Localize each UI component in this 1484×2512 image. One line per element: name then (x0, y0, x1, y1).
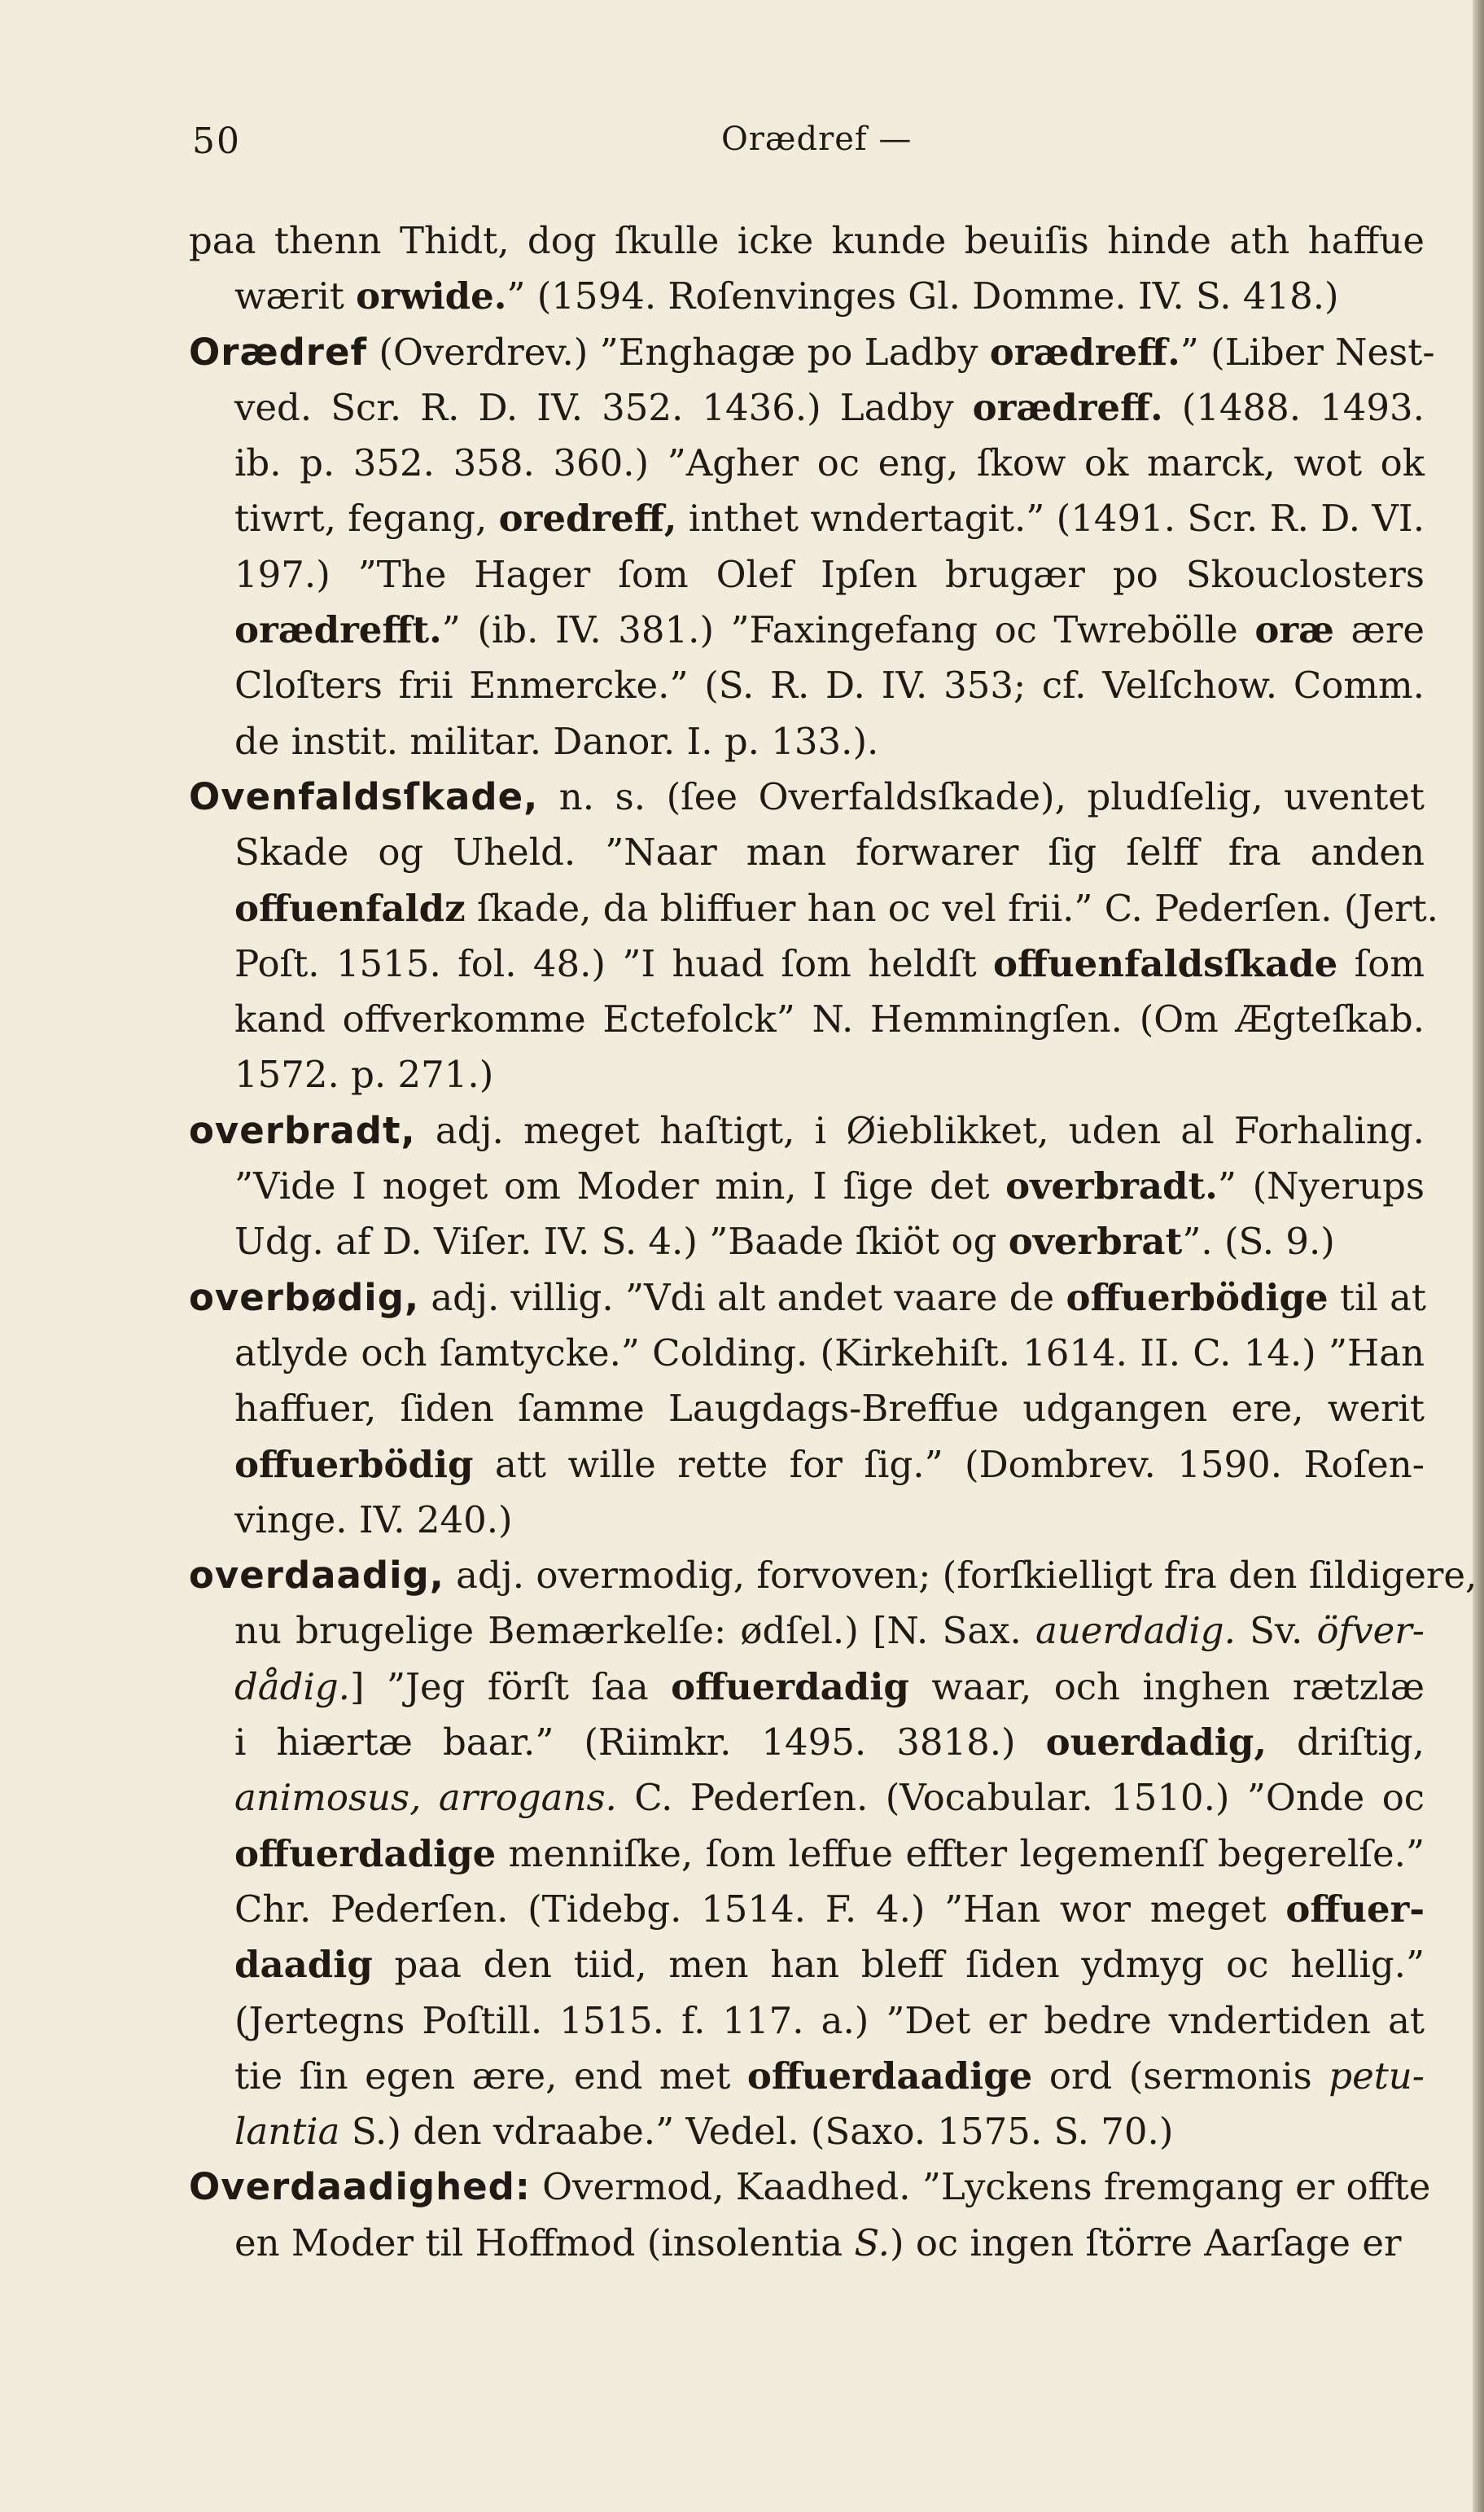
text-line (179, 269, 1425, 324)
text-line (179, 380, 1425, 436)
text-line (179, 547, 1425, 603)
italic-run: dådig. (234, 1664, 350, 1708)
text-run: ”. (S. 9.) (1182, 1220, 1335, 1264)
text-line (179, 325, 1435, 380)
text-line (179, 1603, 1425, 1659)
text-run: Skade og Uheld. ”Naar man forwarer ſig ſelff fra anden (234, 831, 1425, 875)
text-run: ” (Nyerups (1217, 1164, 1425, 1208)
text-run: ] ”Jeg förſt ſaa (349, 1664, 672, 1708)
cited-form: offuer- (1285, 1887, 1425, 1931)
italic-run: öfver- (1316, 1609, 1425, 1653)
cited-form: orædreff. (972, 385, 1163, 429)
text-run: kand offverkomme Ectefolck” N. Hemmingſen. (Om Ægteſkab. (234, 997, 1425, 1041)
text-line (179, 1993, 1425, 2049)
text-line (179, 2104, 1425, 2159)
headword: overdaadig, (189, 1554, 444, 1598)
text-run: Chr. Pederſen. (Tidebg. 1514. F. 4.) ”Han wor meget (234, 1887, 1286, 1931)
text-run: en Moder til Hoffmod (insolentia (234, 2220, 855, 2264)
text-run: de instit. militar. Danor. I. p. 133.). (234, 719, 879, 763)
text-run: vinge. IV. 240.) (234, 1497, 513, 1541)
text-line (179, 881, 1438, 936)
dictionary-text (179, 213, 1477, 2271)
text-line (179, 1381, 1425, 1436)
text-line (179, 1548, 1477, 1603)
dictionary-entry (179, 213, 1425, 325)
text-run: paa thenn Thidt, dog ſkulle icke kunde beuiſis hinde ath haffue (189, 219, 1425, 262)
page-number: 50 (192, 121, 241, 162)
text-run: Cloſters frii Enmercke.” (S. R. D. IV. 353; cf. Velſchow. Comm. (234, 664, 1425, 708)
text-line (179, 1493, 1425, 1548)
cited-form: offuenfaldz (234, 886, 466, 930)
headword: Ovenfaldsſkade, (189, 774, 539, 818)
text-line (179, 603, 1425, 658)
text-run: haffuer, ſiden ſamme Laugdags-Breffue udgangen ere, werit (234, 1387, 1425, 1431)
text-run: S.) den vdraabe.” Vedel. (Saxo. 1575. S. 70.) (339, 2110, 1174, 2154)
italic-run: petu- (1329, 2054, 1425, 2098)
text-run: 1572. p. 271.) (234, 1053, 494, 1097)
italic-run: animosus, arrogans. (234, 1776, 617, 1820)
text-run: til at (1328, 1275, 1427, 1319)
text-run: ib. p. 352. 358. 360.) ”Agher oc eng, ſkow ok marck, wot ok (234, 441, 1425, 485)
cited-form: ouerdadig, (1045, 1721, 1267, 1765)
text-run: adj. overmodig, forvoven; (forſkielligt fra den ſildigere, (444, 1554, 1477, 1598)
text-run: (Overdrev.) ”Enghagæ po Ladby (367, 330, 990, 374)
text-run: (Jertegns Poſtill. 1515. f. 117. a.) ”Det er bedre vndertiden at (234, 1998, 1425, 2042)
headword: overbradt, (189, 1108, 416, 1152)
text-line (179, 1659, 1425, 1715)
text-run: adj. meget haſtigt, i Øieblikket, uden al Forhaling. (415, 1108, 1425, 1152)
text-line (179, 1103, 1425, 1159)
text-run: Overmod, Kaadhed. ”Lyckens fremgang er offte (530, 2165, 1431, 2209)
text-run: ſom (1337, 941, 1425, 985)
text-run: adj. villig. ”Vdi alt andet vaare de (419, 1275, 1066, 1319)
headword: overbødig, (189, 1275, 420, 1319)
text-line (179, 1826, 1425, 1882)
cited-form: daadig (234, 1943, 373, 1987)
cited-form: oredreff, (498, 497, 677, 541)
text-line (179, 1882, 1425, 1937)
cited-form: overbradt. (1005, 1164, 1218, 1208)
text-run: ” (ib. IV. 381.) ”Faxingefang oc Twrebölle (441, 608, 1255, 652)
text-line (179, 769, 1425, 825)
cited-form: overbrat (1008, 1220, 1183, 1264)
text-run: ” (1594. Roſenvinges Gl. Domme. IV. S. 418.) (506, 274, 1339, 318)
text-line (179, 658, 1425, 713)
headword: Orædref (189, 330, 368, 374)
cited-form: offuerdadig (671, 1664, 909, 1708)
cited-form: offuerdaadige (746, 2054, 1033, 2098)
text-run: tie ſin egen ære, end met (234, 2054, 747, 2098)
text-line (179, 1159, 1425, 1214)
dictionary-entry (179, 769, 1438, 1103)
text-line (179, 1437, 1425, 1493)
text-run: att wille rette for ſig.” (Dombrev. 1590. Roſen- (473, 1442, 1425, 1486)
text-run: driſtig, (1267, 1721, 1425, 1765)
text-run: waar, och inghen rætzlæ (908, 1664, 1425, 1708)
italic-run: S. (854, 2220, 890, 2264)
page-edge (1473, 0, 1484, 2512)
cited-form: orædrefft. (234, 608, 442, 652)
cited-form: offuerbödige (1066, 1275, 1329, 1319)
text-line (179, 1047, 1425, 1103)
text-run: n. s. (ſee Overfaldsſkade), pludſelig, uventet (538, 774, 1425, 818)
text-line (179, 825, 1425, 880)
text-run: Sv. (1235, 1609, 1317, 1653)
text-run: paa den tiid, men han bleff ſiden ydmyg oc hellig.” (372, 1943, 1425, 1987)
text-line (179, 213, 1425, 269)
dictionary-entry (179, 1548, 1477, 2159)
running-head (192, 121, 1413, 169)
text-run: ſkade, da bliffuer han oc vel frii.” C. Pederſen. (Jert. (465, 886, 1438, 930)
text-line (179, 491, 1425, 546)
italic-run: auerdadig. (1035, 1609, 1236, 1653)
text-line (179, 936, 1425, 992)
text-line (179, 2159, 1431, 2215)
cited-form: orwide. (356, 274, 507, 318)
text-line (179, 714, 1425, 769)
text-line (179, 1270, 1425, 1326)
text-run: (1488. 1493. (1162, 385, 1425, 429)
text-line (179, 1937, 1425, 1993)
text-line (179, 1770, 1425, 1826)
text-run: ) oc ingen ſtörre Aarſage er (889, 2220, 1402, 2264)
text-run: inthet wndertagit.” (1491. Scr. R. D. VI. (676, 497, 1425, 541)
text-run: 197.) ”The Hager ſom Olef Ipſen brugær po Skouclosters (234, 552, 1425, 596)
dictionary-entry (179, 1270, 1425, 1548)
text-run: Udg. af D. Viſer. IV. S. 4.) ”Baade ſkiöt og (234, 1220, 1009, 1264)
text-line (179, 1715, 1425, 1770)
text-line (179, 1214, 1425, 1269)
text-line (179, 2216, 1425, 2271)
cited-form: offuerdadige (234, 1831, 497, 1875)
cited-form: offuenfaldsſkade (993, 941, 1338, 985)
text-run: ære (1333, 608, 1425, 652)
text-run: ved. Scr. R. D. IV. 352. 1436.) Ladby (234, 385, 973, 429)
cited-form: offuerbödig (234, 1442, 474, 1486)
dictionary-entry (179, 1103, 1425, 1270)
text-run: atlyde och ſamtycke.” Colding. (Kirkehiſt. 1614. II. C. 14.) ”Han (234, 1331, 1425, 1374)
cited-form: orædreff. (989, 330, 1180, 374)
text-run: C. Pederſen. (Vocabular. 1510.) ”Onde oc (616, 1776, 1425, 1820)
text-line (179, 1326, 1425, 1381)
cited-form: oræ (1254, 608, 1334, 652)
running-title: Orædref — (721, 121, 913, 158)
text-run: ord (sermonis (1032, 2054, 1329, 2098)
dictionary-entry (179, 325, 1435, 769)
text-run: tiwrt, fegang, (234, 497, 499, 541)
text-run: nu brugelige Bemærkelſe: ødſel.) [N. Sax. (234, 1609, 1035, 1653)
text-run: Poſt. 1515. fol. 48.) ”I huad ſom heldſt (234, 941, 994, 985)
text-run: wærit (234, 274, 357, 318)
text-run: ” (Liber Nest- (1180, 330, 1435, 374)
text-run: i hiærtæ baar.” (Riimkr. 1495. 3818.) (234, 1721, 1046, 1765)
text-line (179, 2049, 1425, 2104)
text-line (179, 436, 1425, 491)
italic-run: lantia (234, 2110, 340, 2154)
dictionary-entry (179, 2159, 1431, 2271)
headword: Overdaadighed: (189, 2165, 531, 2209)
text-run: menniſke, ſom leffue effter legemenſſ begerelſe.” (496, 1831, 1425, 1875)
text-run: ”Vide I noget om Moder min, I ſige det (234, 1164, 1006, 1208)
text-line (179, 992, 1425, 1047)
